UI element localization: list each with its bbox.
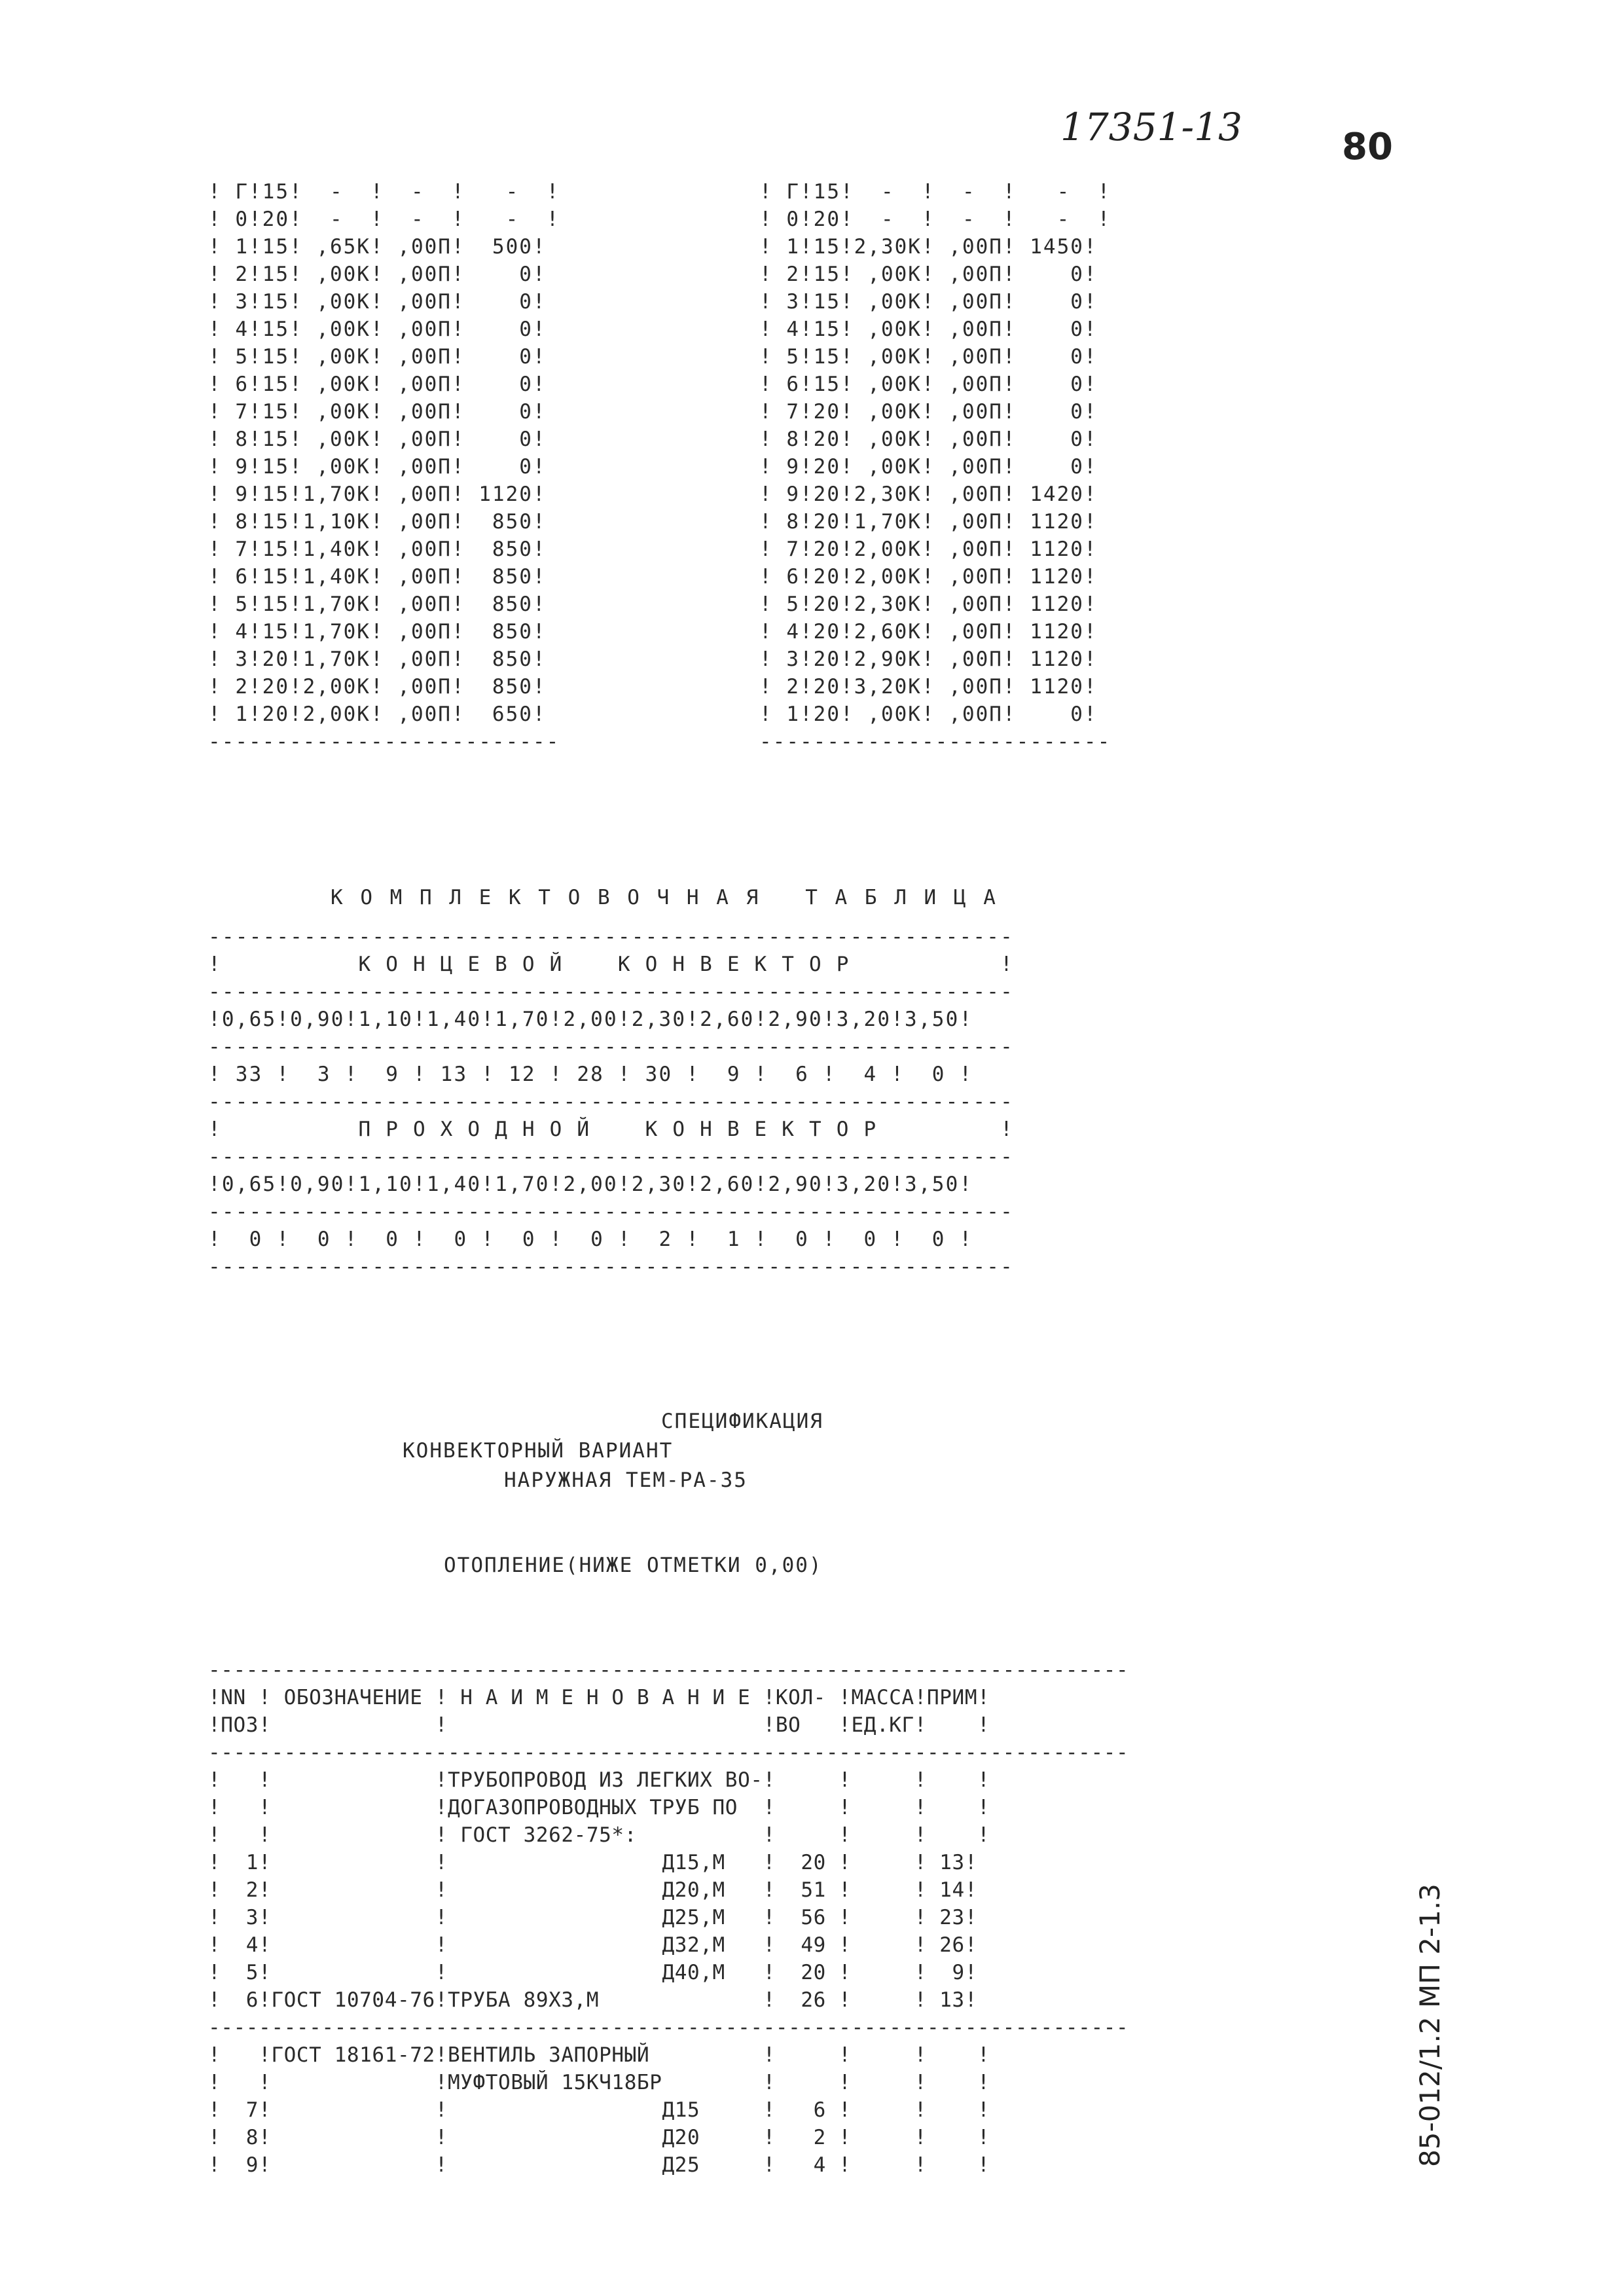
left-column-row: ! 5!15! ,00К! ,00П! 0! xyxy=(208,345,547,369)
kit-table-row: ----------------------------------------------------------- xyxy=(208,1255,1014,1279)
spec-table-row: ! ! !ДОГАЗОПРОВОДНЫХ ТРУБ ПО ! ! ! ! xyxy=(208,1796,990,1819)
left-column-row: ! 8!15! ,00К! ,00П! 0! xyxy=(208,428,547,451)
kit-table-title: К О М П Л Е К Т О В О Ч Н А Я Т А Б Л И Ц А xyxy=(331,886,998,909)
spec-table-row: ! 4! ! Д32,М ! 49 ! ! 26! xyxy=(208,1933,978,1957)
left-column-listing xyxy=(208,178,560,756)
spec-line-2: НАРУЖНАЯ ТЕМ-РА-35 xyxy=(504,1468,748,1492)
right-column-row: ! 0!20! - ! - ! - ! xyxy=(759,208,1111,231)
right-column-row: ! 4!20!2,60К! ,00П! 1120! xyxy=(759,620,1098,644)
right-column-row: ! 6!20!2,00К! ,00П! 1120! xyxy=(759,565,1098,589)
right-column-row: ! 9!20!2,30К! ,00П! 1420! xyxy=(759,483,1098,506)
spec-title: СПЕЦИФИКАЦИЯ xyxy=(661,1410,823,1433)
kit-table-row: ----------------------------------------------------------- xyxy=(208,1145,1014,1169)
spec-table-row: ! ! !ТРУБОПРОВОД ИЗ ЛЕГКИХ ВО-! ! ! ! xyxy=(208,1768,990,1792)
kit-table-row: ----------------------------------------------------------- xyxy=(208,1200,1014,1224)
left-column-row: ! 6!15!1,40К! ,00П! 850! xyxy=(208,565,547,589)
spec-table-row: ------------------------------------------------------------------------- xyxy=(208,1658,1129,1682)
left-column-row: ! 3!20!1,70К! ,00П! 850! xyxy=(208,647,547,671)
kit-table-row: !0,65!0,90!1,10!1,40!1,70!2,00!2,30!2,60!2,90!3,20!3,50! xyxy=(208,1173,973,1196)
left-column-row: ! 4!15!1,70К! ,00П! 850! xyxy=(208,620,547,644)
kit-table-row: ----------------------------------------------------------- xyxy=(208,1035,1014,1059)
left-column-row: ! 1!15! ,65К! ,00П! 500! xyxy=(208,235,547,259)
left-column-row: ! 9!15!1,70К! ,00П! 1120! xyxy=(208,483,547,506)
right-column-row: ! 5!15! ,00К! ,00П! 0! xyxy=(759,345,1098,369)
right-column-row: ! 7!20!2,00К! ,00П! 1120! xyxy=(759,538,1098,561)
right-column-row: ! Г!15! - ! - ! - ! xyxy=(759,180,1111,204)
right-column-row: ! 1!15!2,30К! ,00П! 1450! xyxy=(759,235,1098,259)
spec-table-row: ! ! !МУФТОВЫЙ 15КЧ18БР ! ! ! ! xyxy=(208,2071,990,2094)
spec-table-row: ! 2! ! Д20,М ! 51 ! ! 14! xyxy=(208,1878,978,1902)
left-column-row: ! 2!20!2,00К! ,00П! 850! xyxy=(208,675,547,699)
left-column-row: ! 4!15! ,00К! ,00П! 0! xyxy=(208,318,547,341)
left-column-row: ! 0!20! - ! - ! - ! xyxy=(208,208,560,231)
left-column-row: ! 8!15!1,10К! ,00П! 850! xyxy=(208,510,547,534)
document-number: 17351-13 xyxy=(1060,105,1242,149)
spec-table-row: ! 6!ГОСТ 10704-76!ТРУБА 89Х3,М ! 26 ! ! 13! xyxy=(208,1988,978,2012)
page-number: 80 xyxy=(1342,126,1393,168)
left-column-row: ! Г!15! - ! - ! - ! xyxy=(208,180,560,204)
side-document-code: 85-012/1.2 МП 2-1.3 xyxy=(1414,1884,1446,2167)
spec-table-row: ! 7! ! Д15 ! 6 ! ! ! xyxy=(208,2098,990,2122)
left-column-row: ! 3!15! ,00К! ,00П! 0! xyxy=(208,290,547,314)
left-column-row: ! 7!15!1,40К! ,00П! 850! xyxy=(208,538,547,561)
spec-line-1: КОНВЕКТОРНЫЙ ВАРИАНТ xyxy=(403,1439,674,1463)
kit-table-row: ----------------------------------------------------------- xyxy=(208,925,1014,949)
spec-table-row: ! 5! ! Д40,М ! 20 ! ! 9! xyxy=(208,1961,978,1984)
left-column-row: ! 1!20!2,00К! ,00П! 650! xyxy=(208,702,547,726)
kit-table-row: ! 33 ! 3 ! 9 ! 13 ! 12 ! 28 ! 30 ! 9 ! 6 ! 4 ! 0 ! xyxy=(208,1063,973,1086)
spec-table-row: ------------------------------------------------------------------------- xyxy=(208,1741,1129,1764)
kit-table xyxy=(208,923,1014,1281)
spec-table-row: ! 9! ! Д25 ! 4 ! ! ! xyxy=(208,2153,990,2177)
right-column-row: ! 3!15! ,00К! ,00П! 0! xyxy=(759,290,1098,314)
kit-table-row: ----------------------------------------------------------- xyxy=(208,980,1014,1004)
right-column-listing xyxy=(759,178,1111,756)
kit-table-row: ----------------------------------------------------------- xyxy=(208,1090,1014,1114)
right-column-row: ! 8!20! ,00К! ,00П! 0! xyxy=(759,428,1098,451)
right-column-row: ! 2!15! ,00К! ,00П! 0! xyxy=(759,263,1098,286)
right-column-row: ! 3!20!2,90К! ,00П! 1120! xyxy=(759,647,1098,671)
spec-table-row: ! 8! ! Д20 ! 2 ! ! ! xyxy=(208,2126,990,2149)
spec-table-row: ! !ГОСТ 18161-72!ВЕНТИЛЬ ЗАПОРНЫЙ ! ! ! ! xyxy=(208,2043,990,2067)
spec-subtitle: ОТОПЛЕНИЕ(НИЖЕ ОТМЕТКИ 0,00) xyxy=(444,1554,823,1577)
right-column-row: ! 9!20! ,00К! ,00П! 0! xyxy=(759,455,1098,479)
right-column-row: ! 7!20! ,00К! ,00П! 0! xyxy=(759,400,1098,424)
right-column-row: ! 6!15! ,00К! ,00П! 0! xyxy=(759,373,1098,396)
spec-table-row: ! ! ! ГОСТ 3262-75*: ! ! ! ! xyxy=(208,1823,990,1847)
right-column-row: ! 8!20!1,70К! ,00П! 1120! xyxy=(759,510,1098,534)
kit-table-row: ! П Р О Х О Д Н О Й К О Н В Е К Т О Р ! xyxy=(208,1118,1014,1141)
left-column-row: ! 9!15! ,00К! ,00П! 0! xyxy=(208,455,547,479)
left-column-row: ! 7!15! ,00К! ,00П! 0! xyxy=(208,400,547,424)
kit-table-row: ! 0 ! 0 ! 0 ! 0 ! 0 ! 0 ! 2 ! 1 ! 0 ! 0 ! 0 ! xyxy=(208,1228,973,1251)
left-column-row: -------------------------- xyxy=(208,730,560,754)
right-column-row: ! 1!20! ,00К! ,00П! 0! xyxy=(759,702,1098,726)
spec-table-row: !NN ! ОБОЗНАЧЕНИЕ ! Н А И М Е Н О В А Н И Е !КОЛ- !МАССА!ПРИМ! xyxy=(208,1686,990,1709)
right-column-row: ! 2!20!3,20К! ,00П! 1120! xyxy=(759,675,1098,699)
spec-table-row: ! 1! ! Д15,М ! 20 ! ! 13! xyxy=(208,1851,978,1874)
right-column-row: ! 5!20!2,30К! ,00П! 1120! xyxy=(759,592,1098,616)
kit-table-row: ! К О Н Ц Е В О Й К О Н В Е К Т О Р ! xyxy=(208,953,1014,976)
spec-table-row: ------------------------------------------------------------------------- xyxy=(208,2016,1129,2039)
kit-table-row: !0,65!0,90!1,10!1,40!1,70!2,00!2,30!2,60!2,90!3,20!3,50! xyxy=(208,1008,973,1031)
specification-table xyxy=(208,1656,1128,2179)
left-column-row: ! 5!15!1,70К! ,00П! 850! xyxy=(208,592,547,616)
right-column-row: -------------------------- xyxy=(759,730,1111,754)
spec-table-row: ! 3! ! Д25,М ! 56 ! ! 23! xyxy=(208,1906,978,1929)
spec-table-row: !ПОЗ! ! !ВО !ЕД.КГ! ! xyxy=(208,1713,990,1737)
left-column-row: ! 6!15! ,00К! ,00П! 0! xyxy=(208,373,547,396)
left-column-row: ! 2!15! ,00К! ,00П! 0! xyxy=(208,263,547,286)
right-column-row: ! 4!15! ,00К! ,00П! 0! xyxy=(759,318,1098,341)
